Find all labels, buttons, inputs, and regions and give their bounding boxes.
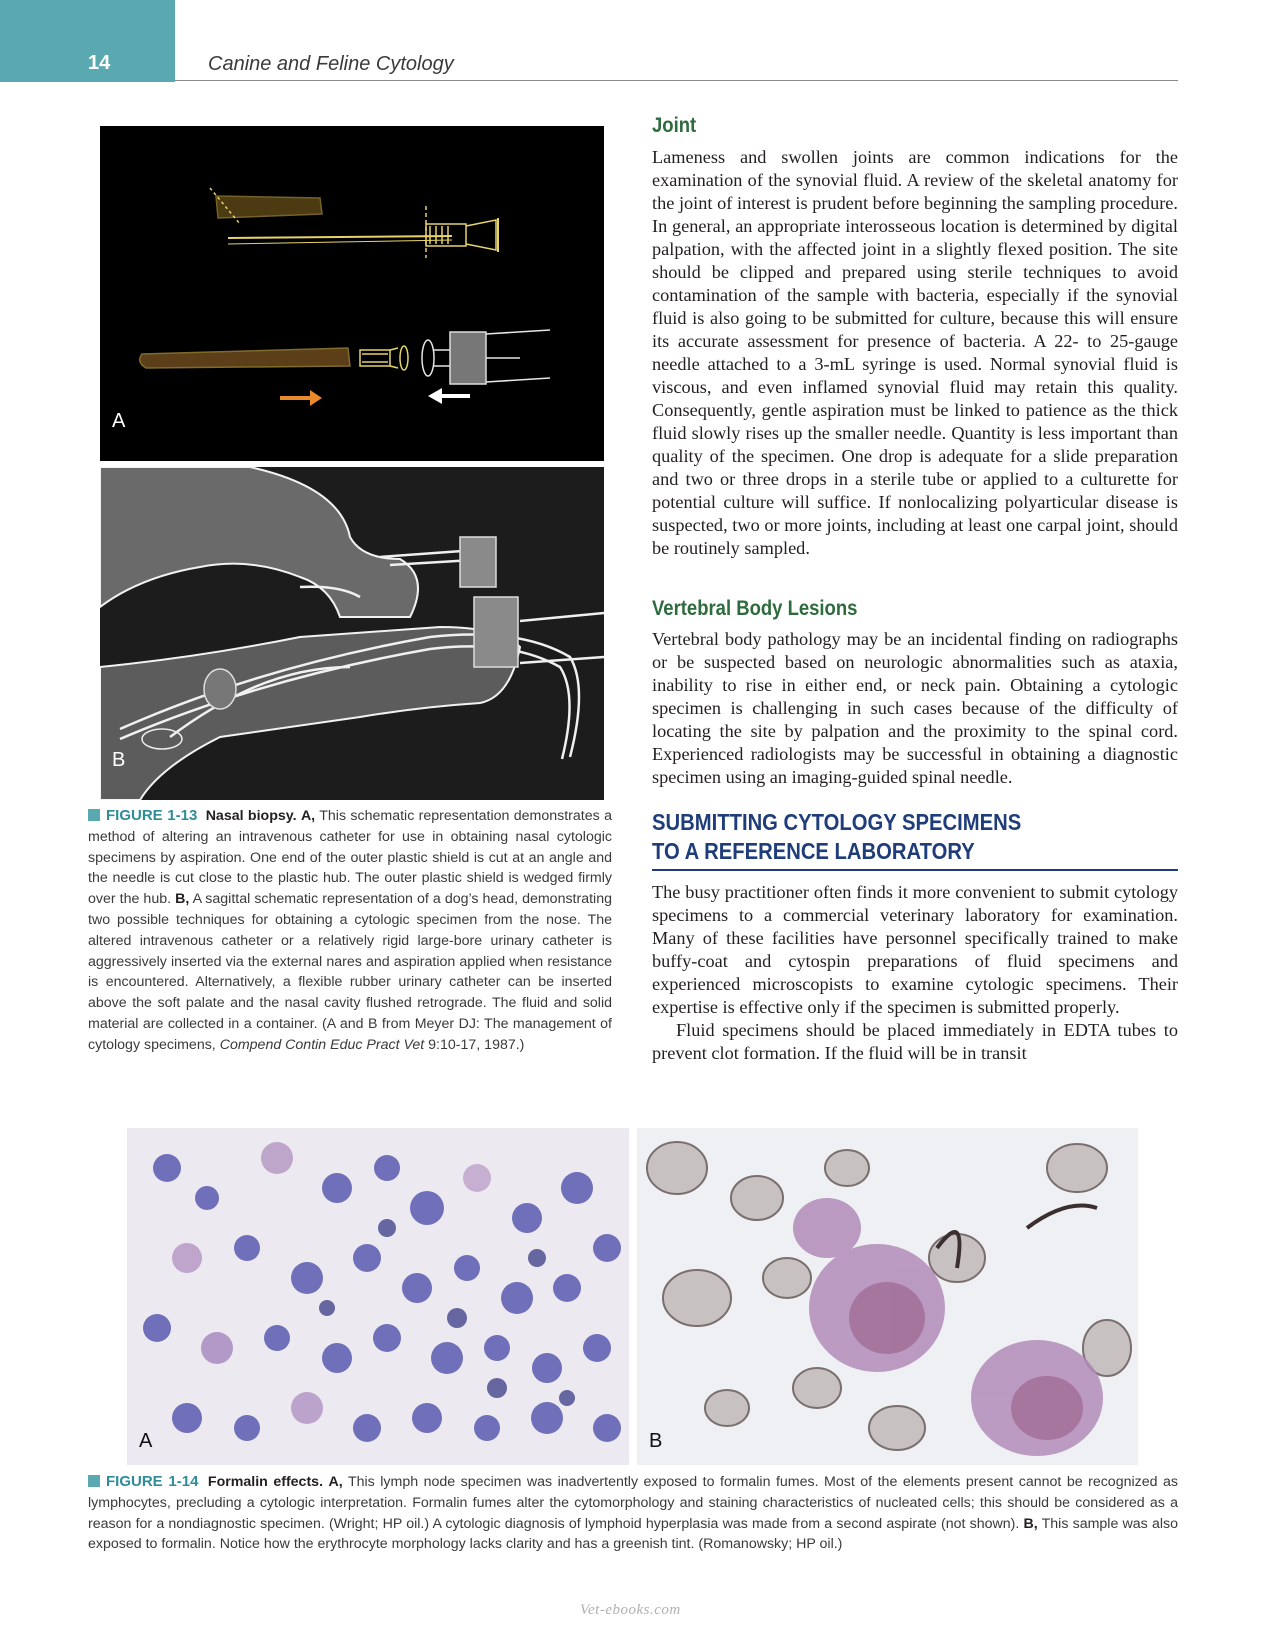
figure-1-14-panel-b	[637, 1128, 1138, 1465]
dog-head-sagittal-image	[100, 467, 604, 800]
caption-square-marker	[88, 809, 100, 821]
heading-submitting-line2: TO A REFERENCE LABORATORY	[652, 838, 975, 864]
watermark: Vet-ebooks.com	[580, 1602, 681, 1618]
figure-1-14-panel-a	[127, 1128, 629, 1465]
heading-joint: Joint	[652, 114, 697, 137]
submitting-para-1: The busy practitioner often finds it more convenient to submit cytology specimens to a commercial veterinary laboratory for examination. Many of these facilities have personnel specifically trained to make buffy-coat and cytospin preparations of fluid specimens and experienced microscopists to examine cytologic specimens. Their expertise is effective only if the specimen is submitted properly.	[652, 882, 1178, 1017]
figure-title: Nasal biopsy.	[205, 808, 297, 824]
caption-text-b: This sample was also exposed to formalin. Notice how the erythrocyte morphology lacks clarity and has a greenish tint. (Romanowsky; HP oil.)	[88, 1515, 1178, 1553]
caption-citation: 9:10-17, 1987.)	[428, 1036, 525, 1053]
submitting-para-2: Fluid specimens should be placed immediately in EDTA tubes to prevent clot formation. If the fluid will be in transit	[652, 1020, 1178, 1063]
running-title: Canine and Feline Cytology	[208, 53, 454, 75]
caption-text-b: A sagittal schematic representation of a dog’s head, demonstrating two possible techniques for obtaining a cytologic specimen from the nose. The altered intravenous catheter or a relatively rigid large-bore urinary catheter is aggressively inserted via the external nares and aspiration applied when resistance is encountered. Alternatively, a flexible rubber urinary catheter can be inserted above the soft palate and the nasal cavity flushed retrograde. The fluid and solid material are collected in a container. (A and B from Meyer DJ: The management of cytology specimens,	[88, 891, 612, 1053]
heading-submitting	[652, 808, 1180, 866]
panel-letter-a: A	[139, 1430, 153, 1452]
joint-text: Lameness and swollen joints are common indications for the examination of the synovial fluid. A review of the skeletal anatomy for the joint of interest is prudent before beginning the sampling procedure. In general, an appropriate interosseous location is determined by digital palpation, with the affected joint in a slightly flexed position. The site should be clipped and prepared using sterile techniques to avoid contamination of the sample with bacteria, especially if the synovial fluid is also going to be submitted for culture, because this will ensure its accurate assessment for presence of bacteria. A 22- to 25-gauge needle attached to a 3-mL syringe is used. Normal synovial fluid is viscous, and even inflamed synovial fluid may retain this quality. Consequently, gentle aspiration must be linked to patience as the thick fluid slowly rises up the smaller needle. Quantity is less important than quality of the specimen. One drop is adequate for a slide preparation and two or three drops in a sterile tube or applied to a culturette for potential culture will suffice. If nonlocalizing polyarticular disease is suspected, two or more joints, including at least one carpal joint, should be routinely sampled.	[652, 147, 1178, 558]
panel-letter-b: B	[112, 749, 126, 771]
figure-1-13-panel-b	[100, 467, 604, 800]
submitting-body	[652, 881, 1178, 1065]
caption-square-marker	[88, 1475, 100, 1487]
figure-1-14-caption	[88, 1472, 1178, 1555]
panel-letter-a: A	[112, 410, 126, 432]
figure-1-13-caption	[88, 806, 612, 1056]
formalin-sample-micrograph	[637, 1128, 1138, 1465]
header-rule	[175, 80, 1178, 81]
figure-1-13-panel-a	[100, 126, 604, 461]
heading-vertebral: Vertebral Body Lesions	[652, 597, 858, 620]
lymph-node-micrograph	[127, 1128, 629, 1465]
caption-label-a: A,	[300, 808, 316, 824]
figure-number: FIGURE 1-13	[106, 807, 198, 824]
figure-number: FIGURE 1-14	[106, 1473, 199, 1490]
page-number: 14	[88, 52, 111, 74]
heading-submitting-line1: SUBMITTING CYTOLOGY SPECIMENS	[652, 809, 1022, 835]
caption-label-b: B,	[1023, 1515, 1038, 1532]
caption-journal: Compend Contin Educ Pract Vet	[219, 1036, 425, 1053]
vertebral-text: Vertebral body pathology may be an incidental finding on radiographs or be suspected based on neurologic abnormalities such as ataxia, inability to rise in either end, or neck pain. Obtaining a cytologic specimen is challenging in such cases because of the difficulty of locating the site by palpation and the proximity to the spinal cord. Experienced radiologists may be successful in obtaining a diagnostic specimen using an imaging-guided spinal needle.	[652, 629, 1178, 787]
catheter-schematic-image	[100, 126, 604, 461]
figure-title: Formalin effects.	[207, 1474, 324, 1490]
caption-label-b: B,	[175, 891, 190, 908]
caption-text-a: This schematic representation demonstrates a method of altering an intravenous catheter for use in obtaining nasal cytologic specimens by aspiration. One end of the outer plastic shield is cut at an angle and the needle is cut close to the plastic hub. The outer plastic shield is wedged firmly over the hub.	[88, 808, 612, 908]
caption-label-a: A,	[328, 1474, 343, 1490]
joint-paragraph	[652, 146, 1178, 560]
panel-letter-b: B	[649, 1430, 663, 1452]
caption-text-a: This lymph node specimen was inadvertently exposed to formalin fumes. Most of the elements present cannot be recognized as lymphocytes, precluding a cytologic interpretation. Formalin fumes alter the cytomorphology and staining characteristics of nucleated cells; this should be considered as a reason for a nondiagnostic specimen. (Wright; HP oil.) A cytologic diagnosis of lymphoid hyperplasia was made from a second aspirate (not shown).	[88, 1474, 1178, 1532]
heading-rule	[652, 869, 1178, 871]
vertebral-paragraph	[652, 628, 1178, 789]
